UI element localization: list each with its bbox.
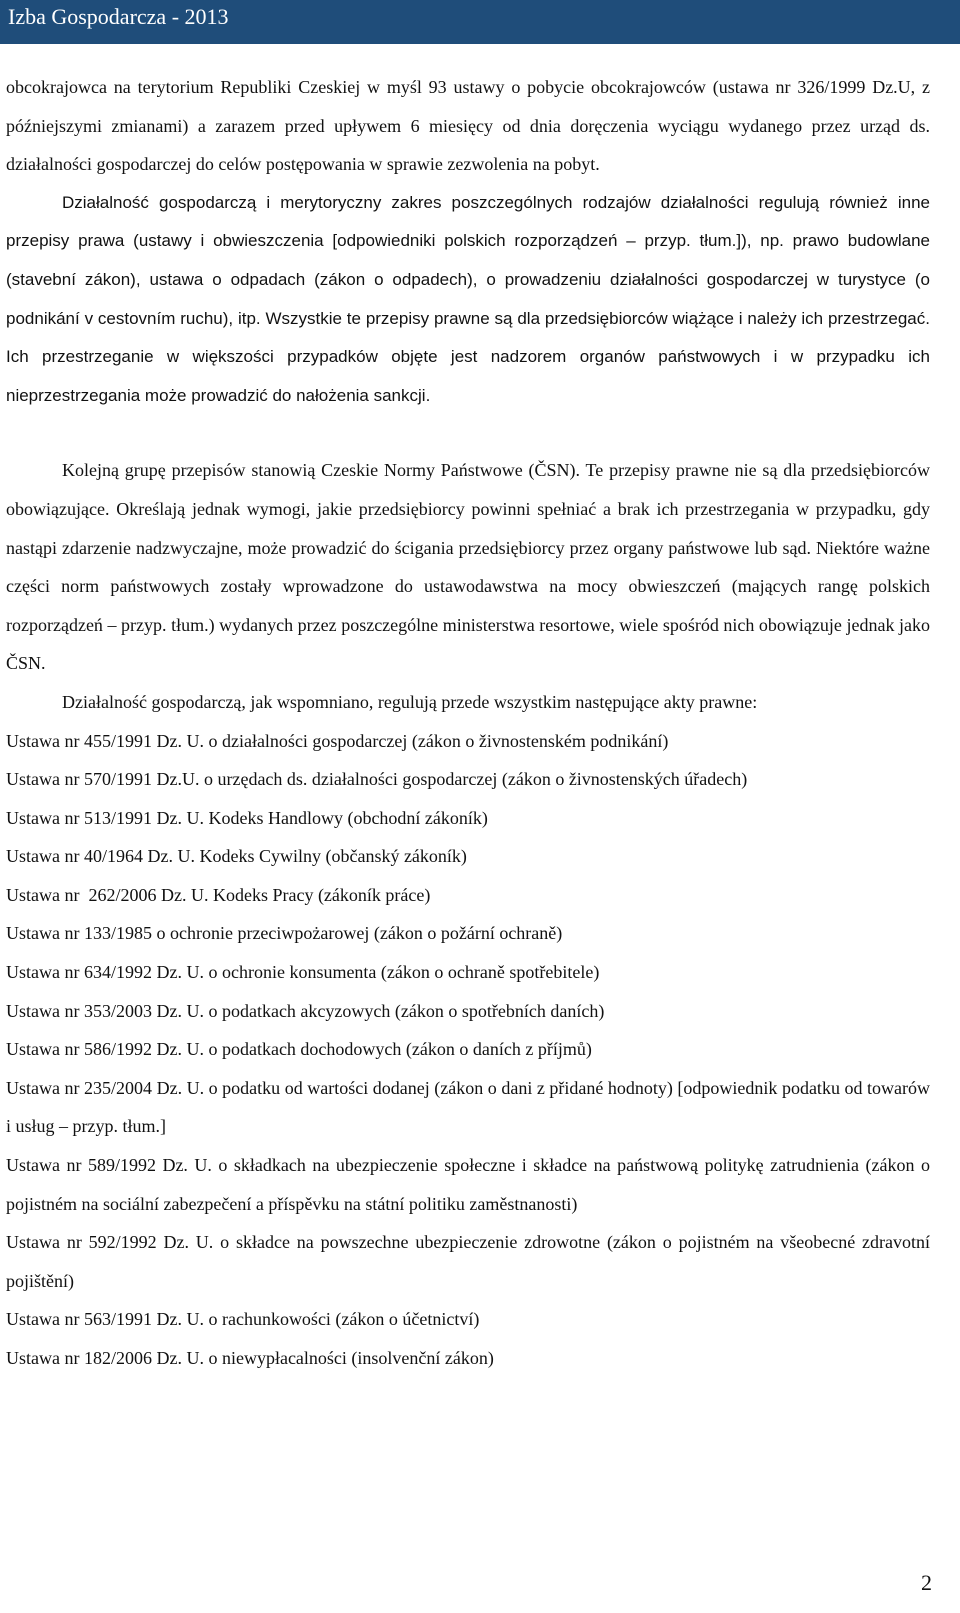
legal-act-item: Ustawa nr 262/2006 Dz. U. Kodeks Pracy (zákoník práce) — [6, 884, 431, 905]
legal-act-item: Ustawa nr 133/1985 o ochronie przeciwpożarowej (zákon o požární ochraně) — [6, 923, 563, 944]
page-number: 2 — [921, 1570, 932, 1595]
document-title: Izba Gospodarcza - 2013 — [8, 4, 229, 29]
paragraph-other-regulations: Działalność gospodarczą i merytoryczny zakres poszczególnych rodzajów działalności regulują również inne przepisy prawa (ustawy i obwieszczenia [odpowiedniki polskich rozporządzeń – przyp. tłum.]), np. prawo budowlane (stavební zákon), ustawa o odpadach (zákon o odpadech), o prowadzeniu działalności gospodarczej w turystyce (o podnikání v cestovním ruchu), itp. Wszystkie te przepisy prawne są dla przedsiębiorców wiążące i należy ich przestrzegać. Ich przestrzeganie w większości przypadków objęte jest nadzorem organów państwowych i w przypadku ich nieprzestrzegania może prowadzić do nałożenia sankcji. — [6, 192, 930, 405]
page-header — [0, 0, 960, 44]
paragraph-czech-standards: Kolejną grupę przepisów stanowią Czeskie Normy Państwowe (ČSN). Te przepisy prawne nie są dla przedsiębiorców obowiązujące. Określają jednak wymogi, jakie przedsiębiorcy powinni spełniać a brak ich przestrzegania w przypadku, gdy nastąpi zdarzenie nadzwyczajne, może prowadzić do ścigania przedsiębiorcy przez organy państwowe lub sąd. Niektóre ważne części norm państwowych zostały wprowadzone do ustawodawstwa na mocy obwieszczeń (mających rangę polskich rozporządzeń – przyp. tłum.) wydanych przez poszczególne ministerstwa resortowe, wiele spośród nich obowiązuje jednak jako ČSN. — [6, 460, 930, 674]
legal-acts-list — [6, 722, 930, 1378]
legal-act-item: Ustawa nr 586/1992 Dz. U. o podatkach dochodowych (zákon o daních z příjmů) — [6, 1039, 592, 1060]
paragraph-residence-permit: obcokrajowca na terytorium Republiki Czeskiej w myśl 93 ustawy o pobycie obcokrajowców (ustawa nr 326/1999 Dz.U, z późniejszymi zmianami) a zarazem przed upływem 6 miesięcy od dnia doręczenia wyciągu wydanego przez urząd ds. działalności gospodarczej do celów postępowania w sprawie zezwolenia na pobyt. — [6, 77, 930, 175]
paragraph-spacer — [6, 415, 930, 451]
legal-act-item: Ustawa nr 513/1991 Dz. U. Kodeks Handlowy (obchodní zákoník) — [6, 807, 488, 828]
legal-act-item: Ustawa nr 570/1991 Dz.U. o urzędach ds. działalności gospodarczej (zákon o živnostenských úřadech) — [6, 769, 748, 790]
legal-act-item: Ustawa nr 455/1991 Dz. U. o działalności gospodarczej (zákon o živnostenském podnikání) — [6, 730, 669, 751]
paragraph-legal-acts-intro: Działalność gospodarczą, jak wspomniano, regulują przede wszystkim następujące akty prawne: — [62, 691, 758, 712]
legal-act-item: Ustawa nr 235/2004 Dz. U. o podatku od wartości dodanej (zákon o dani z přidané hodnoty) [odpowiednik podatku od towarów i usług – przyp. tłum.] — [6, 1077, 930, 1137]
document-body — [6, 68, 930, 1378]
legal-act-item: Ustawa nr 40/1964 Dz. U. Kodeks Cywilny (občanský zákoník) — [6, 846, 467, 867]
legal-act-item: Ustawa nr 563/1991 Dz. U. o rachunkowości (zákon o účetnictví) — [6, 1309, 480, 1330]
legal-act-item: Ustawa nr 182/2006 Dz. U. o niewypłacalności (insolvenční zákon) — [6, 1348, 494, 1368]
legal-act-item: Ustawa nr 634/1992 Dz. U. o ochronie konsumenta (zákon o ochraně spotřebitele) — [6, 962, 600, 983]
legal-act-item: Ustawa nr 353/2003 Dz. U. o podatkach akcyzowych (zákon o spotřebních daních) — [6, 1000, 605, 1021]
legal-act-item: Ustawa nr 589/1992 Dz. U. o składkach na ubezpieczenie społeczne i składce na państwową politykę zatrudnienia (zákon o pojistném na sociální zabezpečení a příspěvku na státní politiku zaměstnanosti) — [6, 1155, 930, 1214]
legal-act-item: Ustawa nr 592/1992 Dz. U. o składce na powszechne ubezpieczenie zdrowotne (zákon o pojistném na všeobecné zdravotní pojištění) — [6, 1232, 930, 1291]
